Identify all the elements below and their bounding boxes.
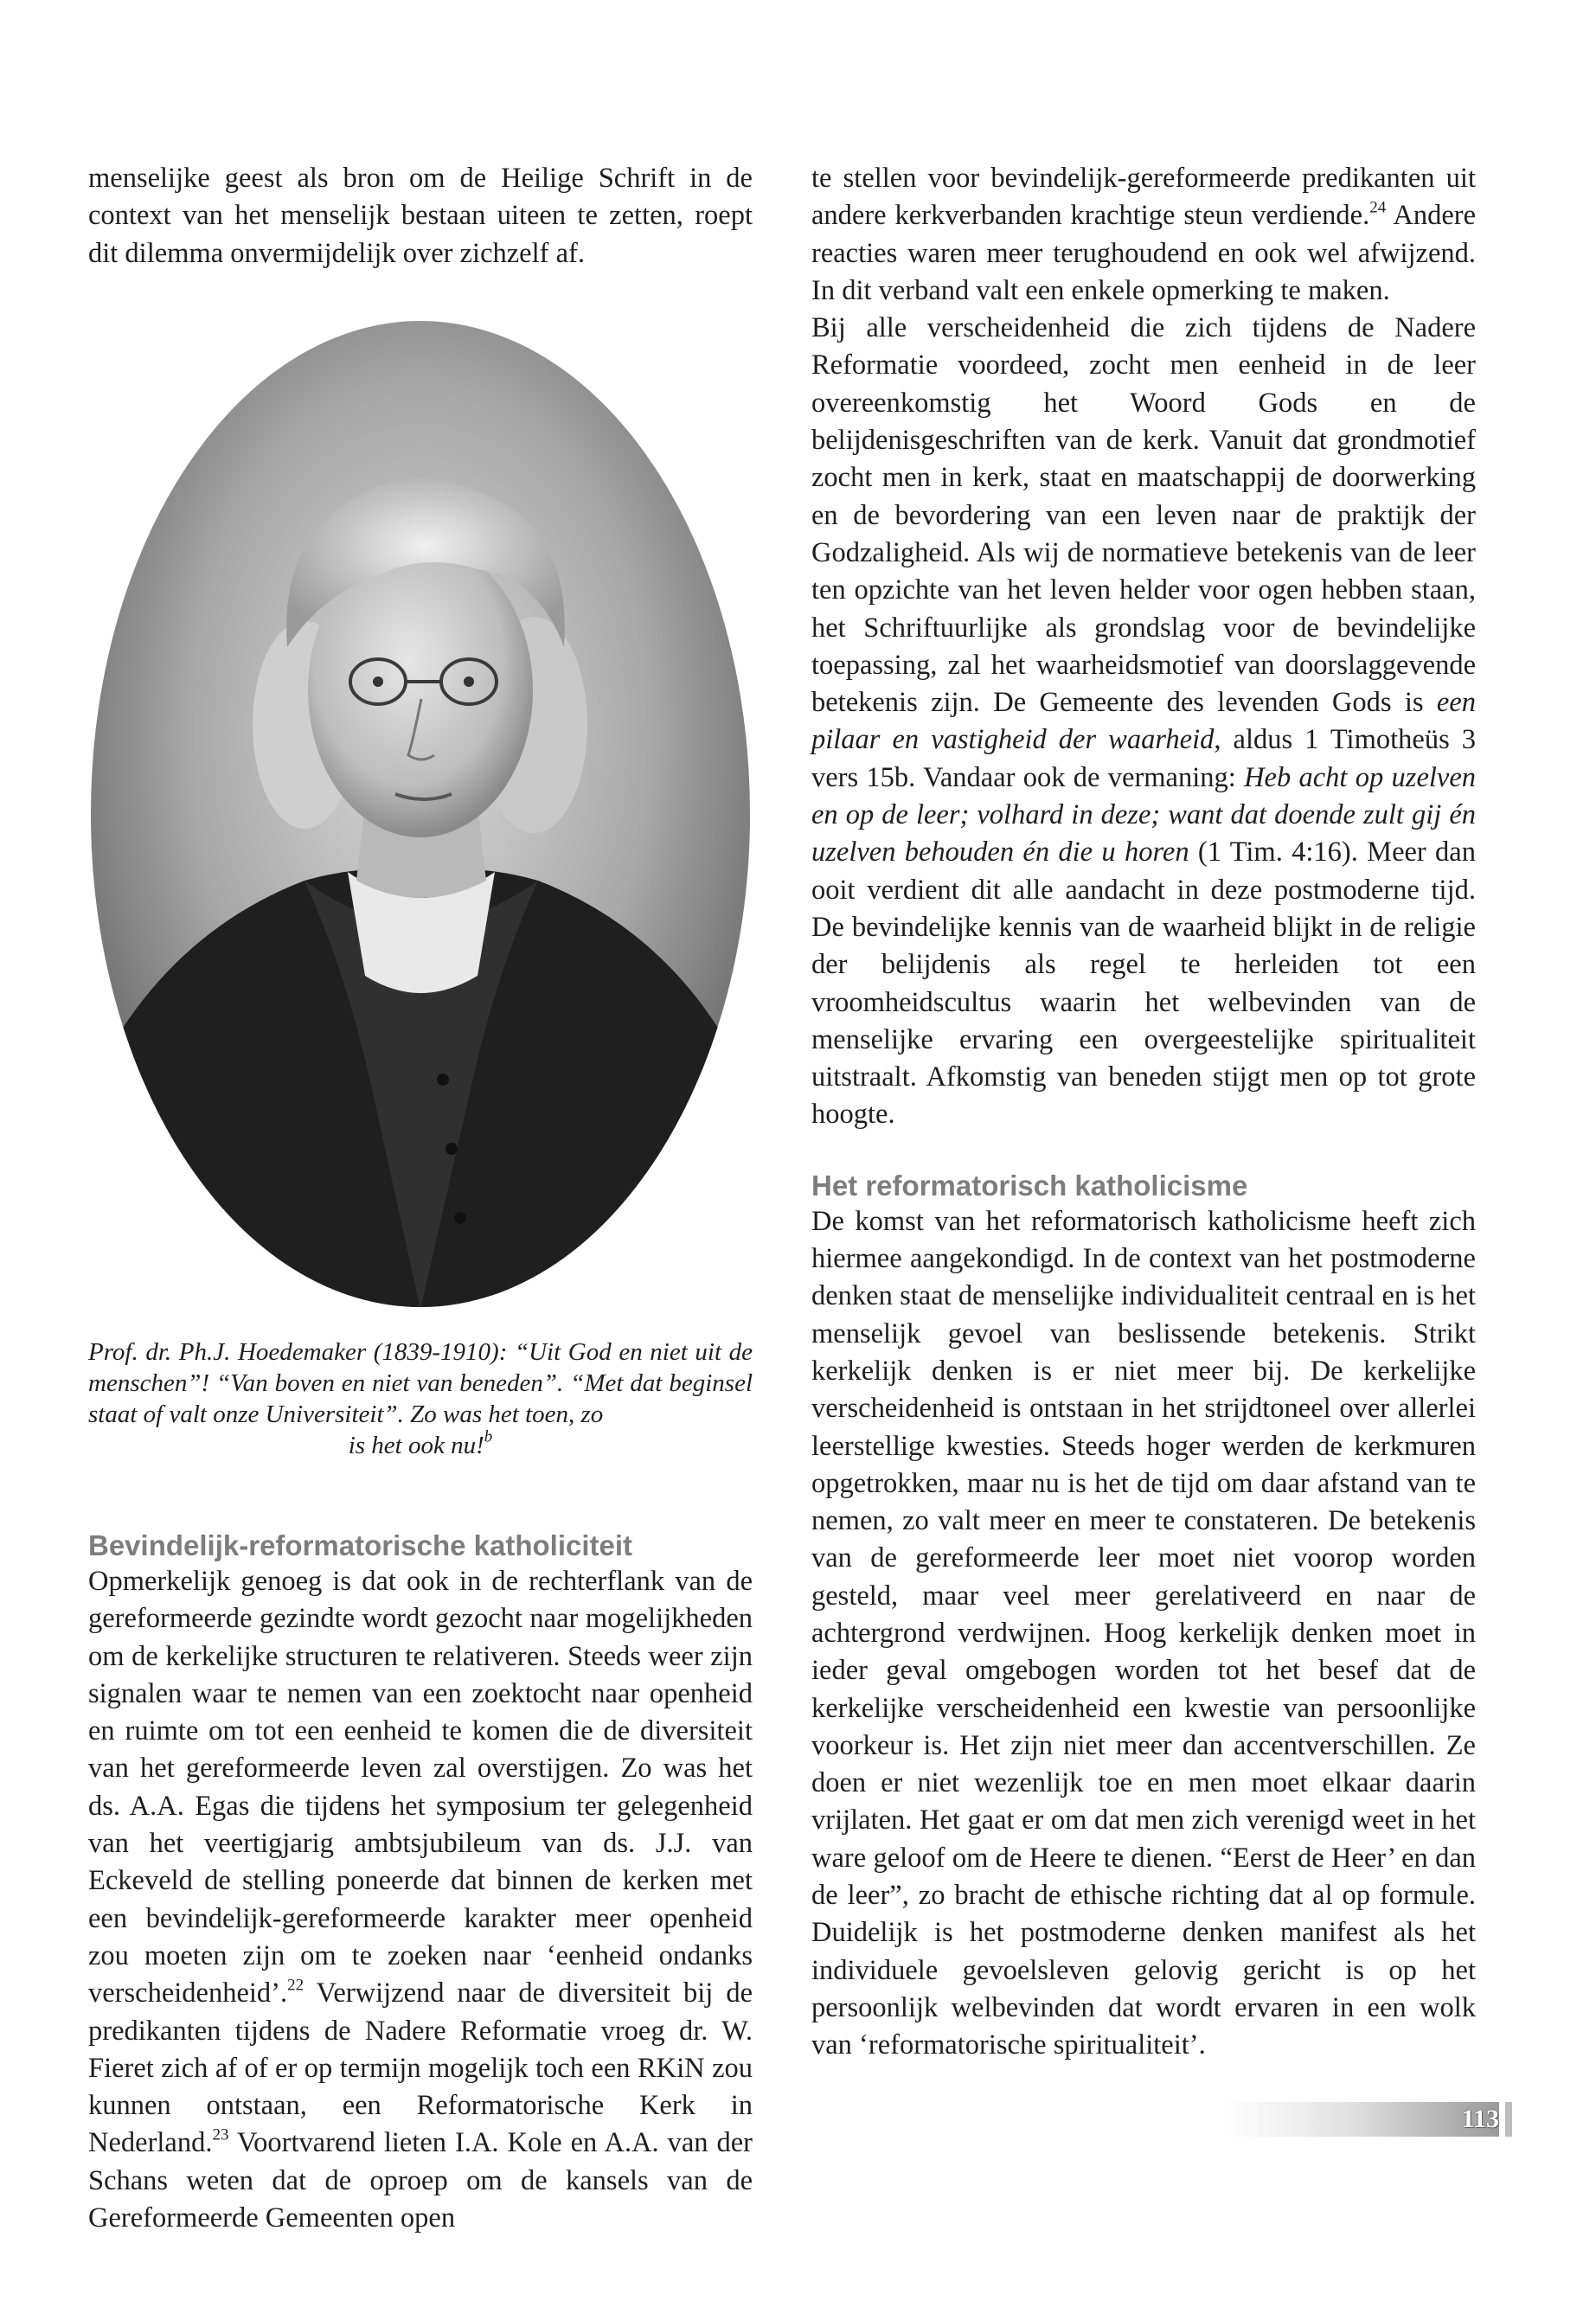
page-number: 113 <box>1461 2105 1499 2133</box>
paragraph-steun: te stellen voor bevindelijk-gereformeerde predikanten uit andere kerkverbanden krachtige steun verdiende.$^{24}$ Andere reacties waren meer terughoudend en ook wel afwijzend. In dit verband valt een enkele opmerking te maken. <box>811 163 1476 306</box>
page-number-bar <box>1224 2102 1499 2137</box>
footnote-ref-24: 24 <box>1369 198 1387 217</box>
page-number-tab <box>1505 2102 1512 2137</box>
section-heading-katholicisme: Het reformatorisch katholicisme <box>811 1169 1248 1202</box>
footnote-ref-22: 22 <box>287 1976 304 1995</box>
paragraph-nadere-reformatie: Bij alle verscheidenheid die zich tijdens de Nadere Reformatie voordeed, zocht men eenheid in de leer overeenkomstig het Woord Gods en de belijdenisgeschriften van de kerk. Vanuit dat grondmotief zocht men in kerk, staat en maatschappij de doorwerking en de bevordering van een leven naar de praktijk der Godzaligheid. Als wij de normatieve betekenis van de leer ten opzichte van het leven helder voor ogen hebben staan, het Schriftuurlijke als grondslag voor de bevindelijke toepassing, zal het waarheidsmotief van doorslaggevende betekenis zijn. De Gemeente des levenden Gods is een pilaar en vastigheid der waarheid, aldus 1 Timotheüs 3 vers 15b. Vandaar ook de vermaning: Heb acht op uzelven en op de leer; volhard in deze; want dat doende zult gij én uzelven behouden én die u horen (1 Tim. 4:16). Meer dan ooit verdient dit alle aandacht in deze postmoderne tijd. De bevindelijke kennis van de waarheid blijkt in de religie der belijdenis als regel te herleiden tot een vroomheidscultus waarin het welbevinden van de menselijke ervaring een overgeestelijke spiritualiteit uitstraalt. Afkomstig van beneden stijgt men op tot grote hoogte. <box>811 312 1476 1131</box>
portrait-image <box>88 318 753 1310</box>
intro-paragraph: menselijke geest als bron om de Heilige Schrift in de context van het menselijk bestaan uiteen te zetten, roept dit dilemma onvermijdelijk over zichzelf af. <box>88 163 753 269</box>
left-section <box>88 1529 753 2237</box>
caption-text: Prof. dr. Ph.J. Hoedemaker (1839-1910): “Uit God en niet uit de menschen”! “Van boven en niet van beneden”. “Met dat beginsel staat of valt onze Universiteit”. Zo was het toen, zo <box>88 1338 753 1428</box>
left-column <box>88 160 753 2234</box>
paragraph-katholicisme: De komst van het reformatorisch katholicisme heeft zich hiermee aangekondigd. In de context van het postmoderne denken staat de menselijke individualiteit centraal en is het menselijk gevoel van beslissende betekenis. Strikt kerkelijk denken is er niet meer bij. De kerkelijke verscheidenheid is ontstaan in het strijdtoneel over allerlei leerstellige kwesties. Steeds hoger werden de kerkmuren opgetrokken, maar nu is het de tijd om daar afstand van te nemen, zo valt meer en meer te constateren. De betekenis van de gereformeerde leer moet niet voorop worden gesteld, maar veel meer gerelativeerd en naar de achtergrond verdwijnen. Hoog kerkelijk denken moet in ieder geval omgebogen worden tot het besef dat de kerkelijke verscheidenheid een kwestie van persoonlijke voorkeur is. Het zijn niet meer dan accentverschillen. Ze doen er niet wezenlijk toe en men moet elkaar daarin vrijlaten. Het gaat er om dat men zich verenigd weet in het ware geloof om de Heere te dienen. “Eerst de Heer’ en dan de leer”, zo bracht de ethische richting dat al op formule. Duidelijk is het postmoderne denken manifest als het individuele gevoelsleven gelovig gericht is op het persoonlijk welbevinden dat wordt ervaren in een wolk van ‘reformatorische spiritualiteit’. <box>811 1205 1476 2061</box>
right-column <box>811 160 1476 2065</box>
caption-note-ref: b <box>484 1427 493 1446</box>
caption-last-line: is het ook nu!$^b$ <box>348 1427 493 1459</box>
portrait-caption <box>88 1336 753 1461</box>
footnote-ref-23: 23 <box>212 2125 229 2144</box>
section-heading-katholiciteit: Bevindelijk-reformatorische katholiciteit <box>88 1529 633 1561</box>
body-paragraph-left: Opmerkelijk genoeg is dat ook in de rechterflank van de gereformeerde gezindte wordt gezocht naar mogelijkheden om de kerkelijke structuren te relativeren. Steeds weer zijn signalen waar te nemen van een zoektocht naar openheid en ruimte om tot een eenheid te komen die de diversiteit van het gereformeerde leven zal overstijgen. Zo was het ds. A.A. Egas die tijdens het symposium ter gelegenheid van het veertigjarig ambtsjubileum van ds. J.J. van Eckeveld de stelling poneerde dat binnen de kerken met een bevindelijk-gereformeerde karakter meer openheid zou moeten zijn om te zoeken naar ‘eenheid ondanks verscheidenheid’.$^{22}$ Verwijzend naar de diversiteit bij de predikanten tijdens de Nadere Reformatie vroeg dr. W. Fieret zich af of er op termijn mogelijk toch een RKiN zou kunnen ontstaan, een Reformatorische Kerk in Nederland.$^{23}$ Voortvarend lieten I.A. Kole en A.A. van der Schans weten dat de oproep om de kansels van de Gereformeerde Gemeenten open <box>88 1566 753 2234</box>
